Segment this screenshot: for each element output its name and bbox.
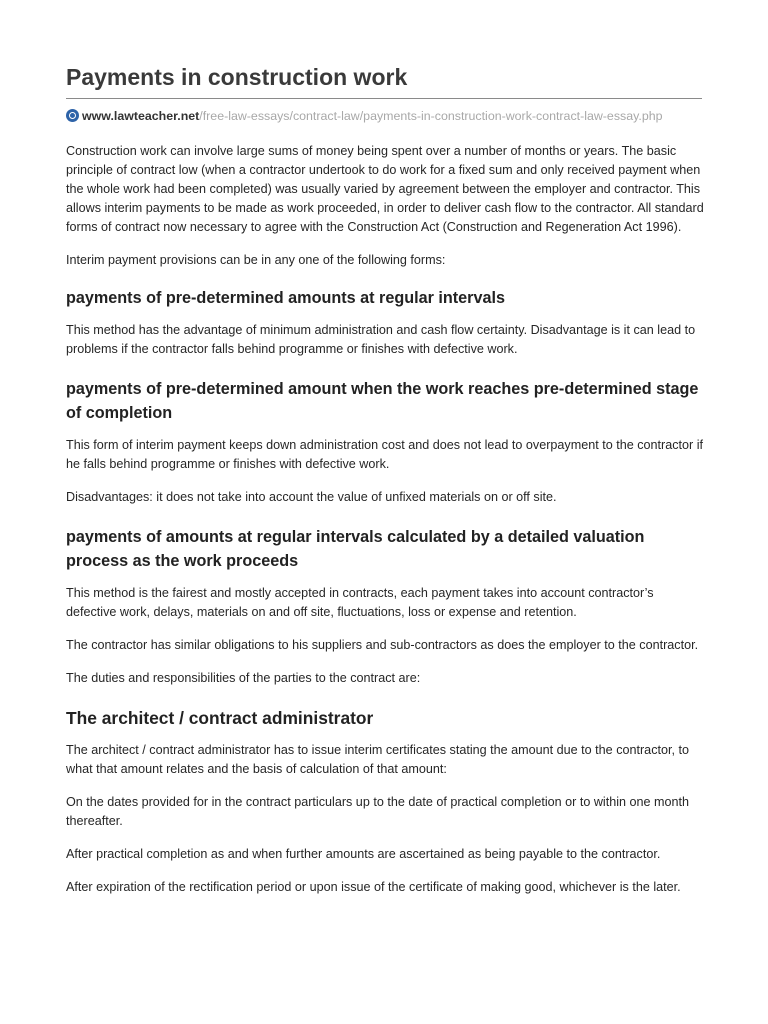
- section-paragraph: This method has the advantage of minimum administration and cash flow certainty. Disadvantage is it can lead to problems if the contractor falls behind programme or finishes with defective work.: [66, 323, 696, 356]
- section-paragraph: On the dates provided for in the contract particulars up to the date of practical completion or to within one month thereafter.: [66, 795, 690, 828]
- intro-paragraph: Construction work can involve large sums of money being spent over a number of months or years. The basic principle of contract low (when a contractor undertook to do work for a fixed sum and only received payment when the whole work had been completed) was usually varied by agreement between the employer and contractor. This allows interim payments to be made as work proceeded, in order to deliver cash flow to the contractor. All standard forms of contract now necessary to agree with the Construction Act (Construction and Regeneration Act 1996).: [66, 144, 704, 234]
- section-paragraph: The contractor has similar obligations to his suppliers and sub-contractors as does the employer to the contractor.: [66, 638, 699, 652]
- section-heading: The architect / contract administrator: [66, 708, 374, 728]
- section-paragraph: Disadvantages: it does not take into account the value of unfixed materials on or off site.: [66, 490, 557, 504]
- section-paragraph: The duties and responsibilities of the parties to the contract are:: [66, 671, 421, 685]
- section-paragraph: This method is the fairest and mostly accepted in contracts, each payment takes into account contractor’s defective work, delays, materials on and off site, fluctuations, loss or expense and retention.: [66, 586, 654, 619]
- section-heading: payments of amounts at regular intervals calculated by a detailed valuation process as the work proceeds: [66, 528, 645, 570]
- section-paragraph: The architect / contract administrator has to issue interim certificates stating the amount due to the contractor, to what that amount relates and the basis of calculation of that amount:: [66, 743, 689, 776]
- article-body: [66, 142, 704, 897]
- source-path[interactable]: /free-law-essays/contract-law/payments-in-construction-work-contract-law-essay.php: [199, 109, 663, 123]
- site-logo-icon: [66, 109, 79, 122]
- section-paragraph: After practical completion as and when further amounts are ascertained as being payable to the contractor.: [66, 847, 661, 861]
- page-title: Payments in construction work: [66, 64, 408, 90]
- title-divider: [66, 98, 702, 99]
- section-paragraph: This form of interim payment keeps down administration cost and does not lead to overpayment to the contractor if he falls behind programme or finishes with defective work.: [66, 438, 704, 471]
- source-domain[interactable]: www.lawteacher.net: [82, 109, 200, 123]
- section-paragraph: After expiration of the rectification period or upon issue of the certificate of making good, whichever is the later.: [66, 880, 681, 894]
- section-heading: payments of pre-determined amount when the work reaches pre-determined stage of completion: [66, 380, 699, 422]
- source-link[interactable]: [66, 108, 666, 124]
- section-heading: payments of pre-determined amounts at regular intervals: [66, 289, 505, 307]
- intro-paragraph: Interim payment provisions can be in any one of the following forms:: [66, 253, 446, 267]
